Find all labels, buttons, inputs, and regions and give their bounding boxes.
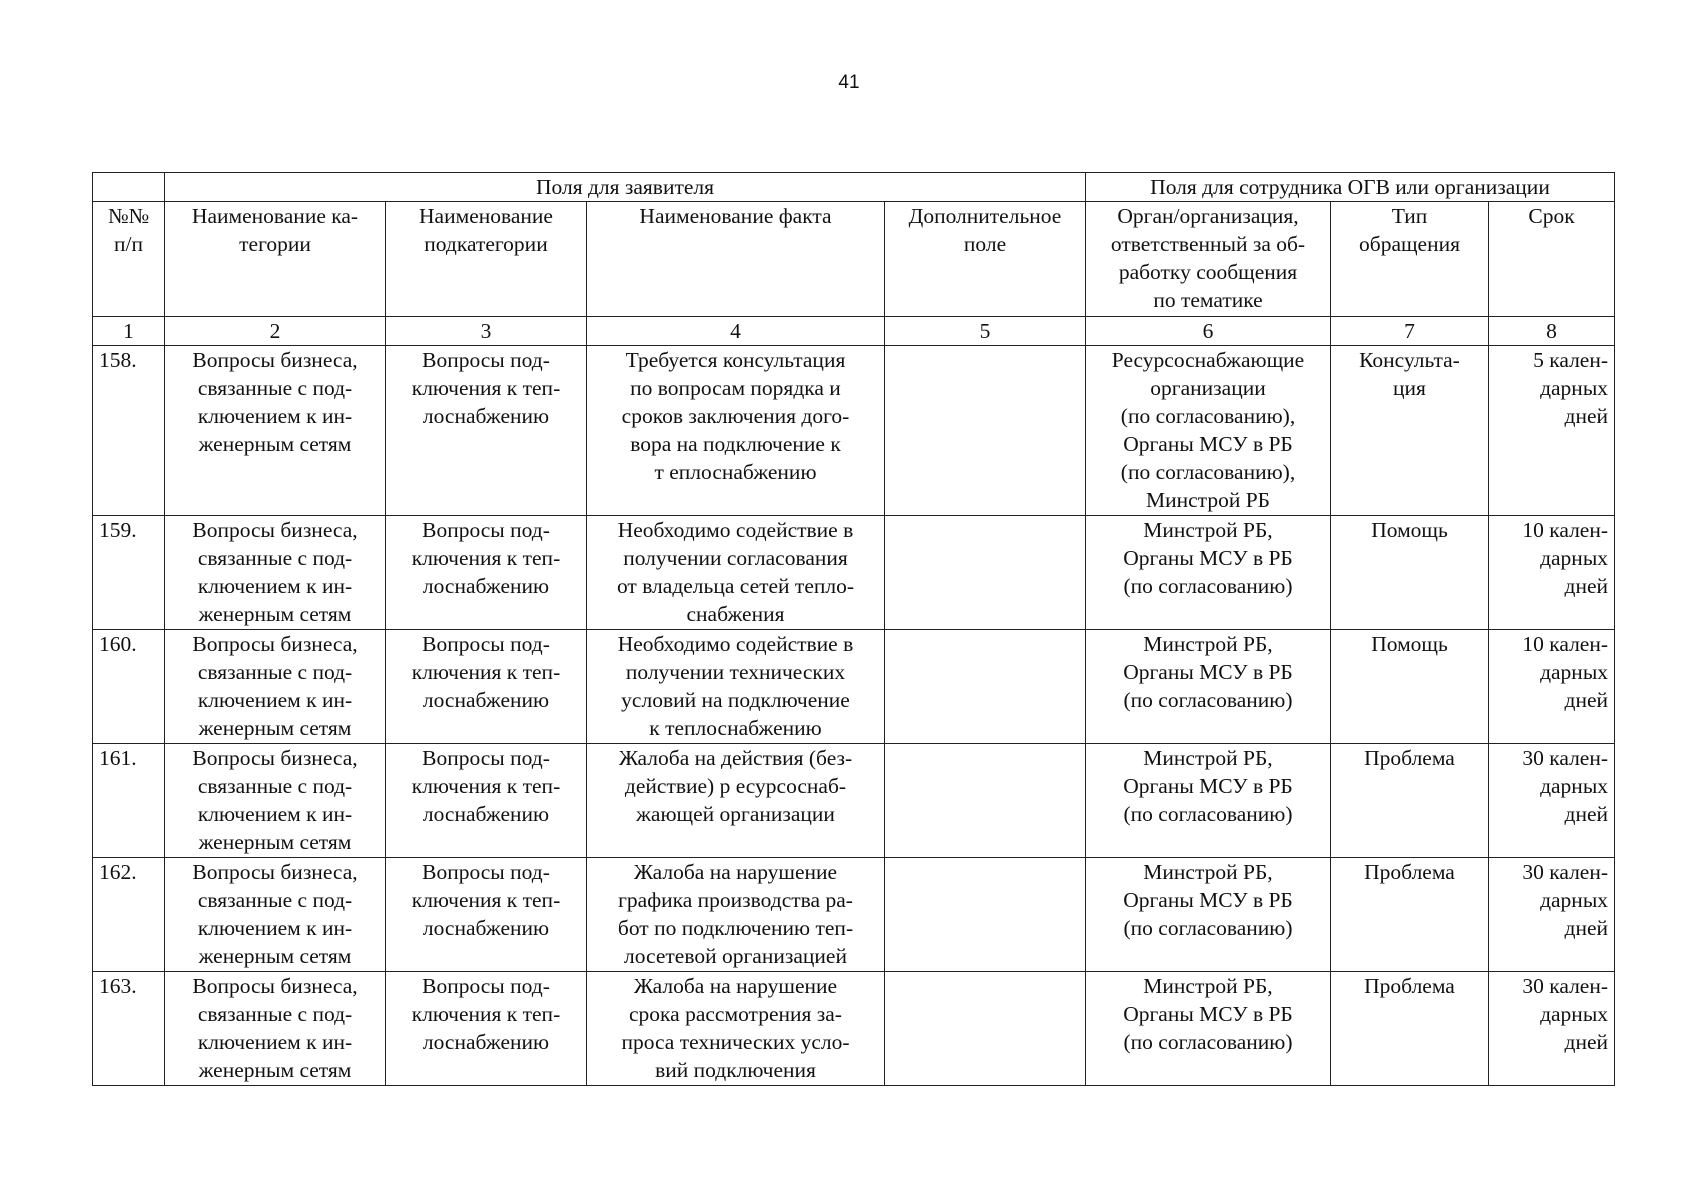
row-extra xyxy=(885,744,1086,858)
column-header-extra: Дополнительное поле xyxy=(885,202,1086,317)
row-organization: Минстрой РБ, Органы МСУ в РБ (по согласованию) xyxy=(1086,858,1331,972)
column-number: 4 xyxy=(587,317,885,346)
row-organization: Минстрой РБ, Органы МСУ в РБ (по согласованию) xyxy=(1086,516,1331,630)
column-number: 3 xyxy=(386,317,587,346)
row-type: Помощь xyxy=(1331,630,1489,744)
column-header-subcategory: Наименование подкатегории xyxy=(386,202,587,317)
table-row xyxy=(93,630,1615,744)
row-organization: Ресурсоснабжающие организации (по согласованию), Органы МСУ в РБ (по согласованию), Минстрой РБ xyxy=(1086,346,1331,516)
group-header-empty xyxy=(93,173,165,202)
row-fact: Необходимо содействие в получении технических условий на подключение к теплоснабжению xyxy=(587,630,885,744)
row-subcategory: Вопросы под- ключения к теп- лоснабжению xyxy=(386,972,587,1086)
row-category: Вопросы бизнеса, связанные с под- ключением к ин- женерным сетям xyxy=(165,346,386,516)
row-type: Проблема xyxy=(1331,744,1489,858)
table-row xyxy=(93,346,1615,516)
column-header-term: Срок xyxy=(1489,202,1615,317)
column-number: 5 xyxy=(885,317,1086,346)
row-fact: Жалоба на действия (без- действие) р есурсоснаб- жающей организации xyxy=(587,744,885,858)
row-number: 159. xyxy=(93,516,165,630)
column-header-organization: Орган/организация, ответственный за об- работку сообщения по тематике xyxy=(1086,202,1331,317)
row-organization: Минстрой РБ, Органы МСУ в РБ (по согласованию) xyxy=(1086,744,1331,858)
group-header-row xyxy=(93,173,1615,202)
row-number: 158. xyxy=(93,346,165,516)
row-term: 5 кален- дарных дней xyxy=(1489,346,1615,516)
row-category: Вопросы бизнеса, связанные с под- ключением к ин- женерным сетям xyxy=(165,858,386,972)
row-fact: Жалоба на нарушение срока рассмотрения за- проса технических усло- вий подключения xyxy=(587,972,885,1086)
row-term: 10 кален- дарных дней xyxy=(1489,630,1615,744)
table-row xyxy=(93,972,1615,1086)
column-header-fact: Наименование факта xyxy=(587,202,885,317)
page-number: 41 xyxy=(838,72,860,93)
row-term: 30 кален- дарных дней xyxy=(1489,744,1615,858)
row-organization: Минстрой РБ, Органы МСУ в РБ (по согласованию) xyxy=(1086,630,1331,744)
row-category: Вопросы бизнеса, связанные с под- ключением к ин- женерным сетям xyxy=(165,630,386,744)
column-header-category: Наименование ка- тегории xyxy=(165,202,386,317)
row-extra xyxy=(885,346,1086,516)
row-type: Проблема xyxy=(1331,972,1489,1086)
column-number: 1 xyxy=(93,317,165,346)
column-header-row xyxy=(93,202,1615,317)
column-header-number: №№ п/п xyxy=(93,202,165,317)
column-number: 7 xyxy=(1331,317,1489,346)
column-number: 8 xyxy=(1489,317,1615,346)
column-number: 2 xyxy=(165,317,386,346)
column-number: 6 xyxy=(1086,317,1331,346)
row-subcategory: Вопросы под- ключения к теп- лоснабжению xyxy=(386,346,587,516)
row-term: 30 кален- дарных дней xyxy=(1489,972,1615,1086)
row-category: Вопросы бизнеса, связанные с под- ключением к ин- женерным сетям xyxy=(165,972,386,1086)
row-fact: Требуется консультация по вопросам порядка и сроков заключения дого- вора на подключение к т еплоснабжению xyxy=(587,346,885,516)
row-fact: Жалоба на нарушение графика производства ра- бот по подключению теп- лосетевой организацией xyxy=(587,858,885,972)
table-row xyxy=(93,858,1615,972)
row-number: 161. xyxy=(93,744,165,858)
row-number: 162. xyxy=(93,858,165,972)
row-term: 30 кален- дарных дней xyxy=(1489,858,1615,972)
row-extra xyxy=(885,972,1086,1086)
row-type: Консульта- ция xyxy=(1331,346,1489,516)
row-number: 163. xyxy=(93,972,165,1086)
row-subcategory: Вопросы под- ключения к теп- лоснабжению xyxy=(386,630,587,744)
table-row xyxy=(93,744,1615,858)
column-number-row xyxy=(93,317,1615,346)
table-row xyxy=(93,516,1615,630)
registry-table xyxy=(92,172,1615,1086)
row-subcategory: Вопросы под- ключения к теп- лоснабжению xyxy=(386,744,587,858)
row-subcategory: Вопросы под- ключения к теп- лоснабжению xyxy=(386,516,587,630)
row-category: Вопросы бизнеса, связанные с под- ключением к ин- женерным сетям xyxy=(165,744,386,858)
row-extra xyxy=(885,516,1086,630)
group-header-applicant: Поля для заявителя xyxy=(165,173,1086,202)
row-number: 160. xyxy=(93,630,165,744)
row-category: Вопросы бизнеса, связанные с под- ключением к ин- женерным сетям xyxy=(165,516,386,630)
group-header-staff: Поля для сотрудника ОГВ или организации xyxy=(1086,173,1615,202)
row-organization: Минстрой РБ, Органы МСУ в РБ (по согласованию) xyxy=(1086,972,1331,1086)
column-header-type: Тип обращения xyxy=(1331,202,1489,317)
row-subcategory: Вопросы под- ключения к теп- лоснабжению xyxy=(386,858,587,972)
row-term: 10 кален- дарных дней xyxy=(1489,516,1615,630)
row-fact: Необходимо содействие в получении согласования от владельца сетей тепло- снабжения xyxy=(587,516,885,630)
row-type: Проблема xyxy=(1331,858,1489,972)
row-extra xyxy=(885,858,1086,972)
row-type: Помощь xyxy=(1331,516,1489,630)
row-extra xyxy=(885,630,1086,744)
